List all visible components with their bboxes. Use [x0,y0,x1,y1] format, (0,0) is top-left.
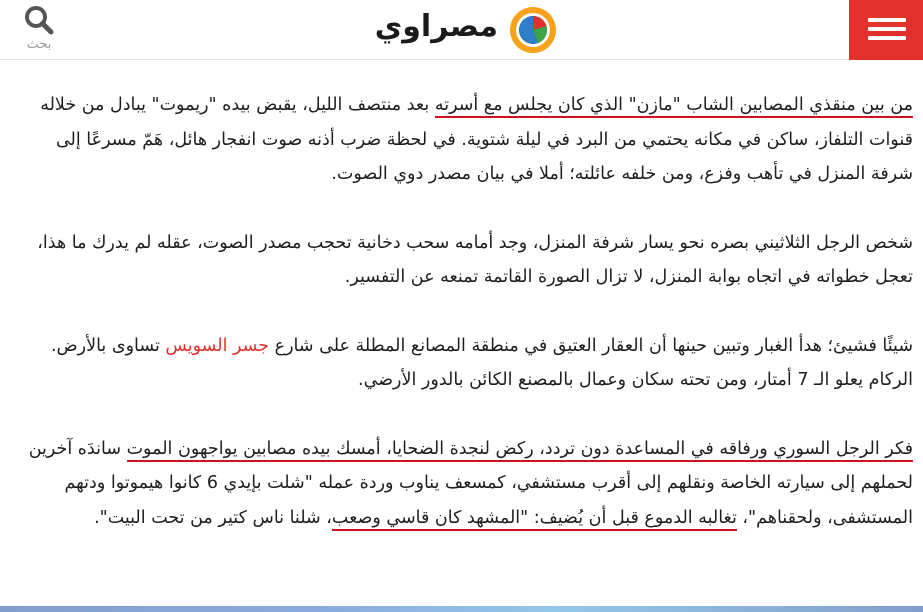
article-body [10,88,913,535]
paragraph-text: تساوى بالأرض. الركام يعلو الـ 7 أمتار، ومن تحته سكان وعمال بالمصنع الكائن بالدور الأرضي. [50,335,913,390]
article-inline-link[interactable]: جسر السويس [165,335,270,356]
article-paragraph [10,329,913,398]
site-header [0,0,923,60]
search-label: بحث [26,37,52,52]
site-logo[interactable] [374,3,560,55]
highlighted-text: من بين منقذي المصابين الشاب "مازن" الذي كان يجلس مع أسرته [435,95,913,118]
paragraph-text: ساندَه آخرين لحملهم إلى سيارته الخاصة ونقلهم إلى أقرب مستشفي، كمسعف يناوب وردة عمله "شلت بإيدي 6 كانوا هيموتوا ودتهم المستشفى، ولحقناهم"، [28,438,913,528]
search-icon [24,5,54,35]
paragraph-text: شيئًا فشيئ؛ هدأ الغبار وتبين حينها أن العقار العتيق في منطقة المصانع المطلة على شارع [269,335,913,356]
article-paragraph [10,88,913,192]
logo-mark-icon [508,5,558,55]
article-paragraph [10,226,913,295]
article-paragraph [10,432,913,536]
hamburger-menu-icon [868,18,906,22]
logo-text: مصراوي [374,9,498,44]
highlighted-text: فكر الرجل السوري ورفاقه في المساعدة دون تردد، ركض لنجدة الضحايا، أمسك بيده مصابين يواجهون الموت [127,439,913,462]
bottom-divider [0,606,923,612]
paragraph-text: ، شلنا ناس كتير من تحت البيت". [94,507,332,528]
menu-button[interactable] [849,0,923,60]
highlighted-text: تغالبه الدموع قبل أن يُضيف: "المشهد كان قاسي وصعب [332,508,737,531]
hamburger-menu-icon-bar [868,27,906,31]
paragraph-text: شخص الرجل الثلاثيني بصره نحو يسار شرفة المنزل، وجد أمامه سحب دخانية تحجب مصدر الصوت، عقله لم يدرك ما هذا، تعجل خطواته في اتجاه بوابة المنزل، لا تزال الصورة القاتمة تمنعه عن التفسير. [37,232,913,287]
search-button[interactable] [18,3,60,55]
paragraph-text: بعد منتصف الليل، يقبض بيده "ريموت" يبادل من خلاله قنوات التلفاز، ساكن في مكانه يحتمي من البرد في ليلة شتوية. في لحظة ضرب أذنه صوت انفجار هائل، هَمّ مسرعًا إلى شرفة المنزل في تأهب وفزع، ومن خلفه عائلته؛ أملا في بيان مصدر دوي الصوت. [40,95,913,184]
hamburger-menu-icon-bar [868,36,906,40]
